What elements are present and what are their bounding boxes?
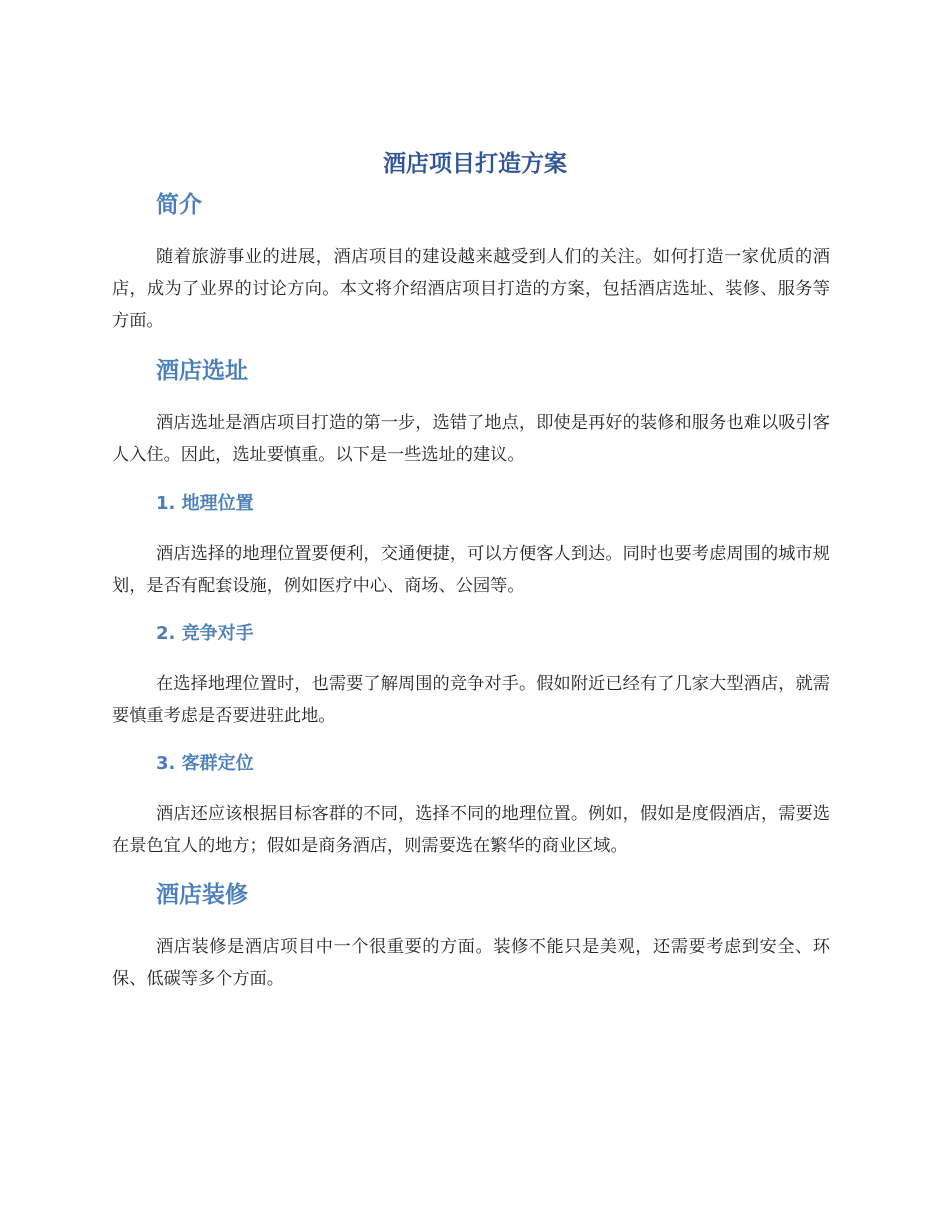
document-title: 酒店项目打造方案 — [383, 151, 567, 177]
section-heading-site-selection: 酒店选址 — [156, 358, 248, 384]
decoration-paragraph: 酒店装修是酒店项目中一个很重要的方面。装修不能只是美观，还需要考虑到安全、环保、低碳等多个方面。 — [112, 937, 830, 989]
customer-positioning-paragraph: 酒店还应该根据目标客群的不同，选择不同的地理位置。例如，假如是度假酒店，需要选在景色宜人的地方；假如是商务酒店，则需要选在繁华的商业区域。 — [112, 804, 830, 856]
site-selection-paragraph: 酒店选址是酒店项目打造的第一步，选错了地点，即使是再好的装修和服务也难以吸引客人入住。因此，选址要慎重。以下是一些选址的建议。 — [112, 413, 830, 465]
geographic-location-paragraph: 酒店选择的地理位置要便利，交通便捷，可以方便客人到达。同时也要考虑周围的城市规划，是否有配套设施，例如医疗中心、商场、公园等。 — [112, 544, 830, 596]
subsection-heading-competitors: 2. 竞争对手 — [156, 623, 254, 644]
subsection-heading-customer-positioning: 3. 客群定位 — [156, 753, 254, 774]
subsection-heading-geographic-location: 1. 地理位置 — [156, 493, 254, 514]
intro-paragraph: 随着旅游事业的进展，酒店项目的建设越来越受到人们的关注。如何打造一家优质的酒店，成为了业界的讨论方向。本文将介绍酒店项目打造的方案，包括酒店选址、装修、服务等方面。 — [112, 247, 830, 331]
section-heading-decoration: 酒店装修 — [156, 882, 248, 908]
section-heading-intro: 简介 — [156, 192, 202, 218]
competitors-paragraph: 在选择地理位置时，也需要了解周围的竞争对手。假如附近已经有了几家大型酒店，就需要慎重考虑是否要进驻此地。 — [112, 674, 830, 726]
